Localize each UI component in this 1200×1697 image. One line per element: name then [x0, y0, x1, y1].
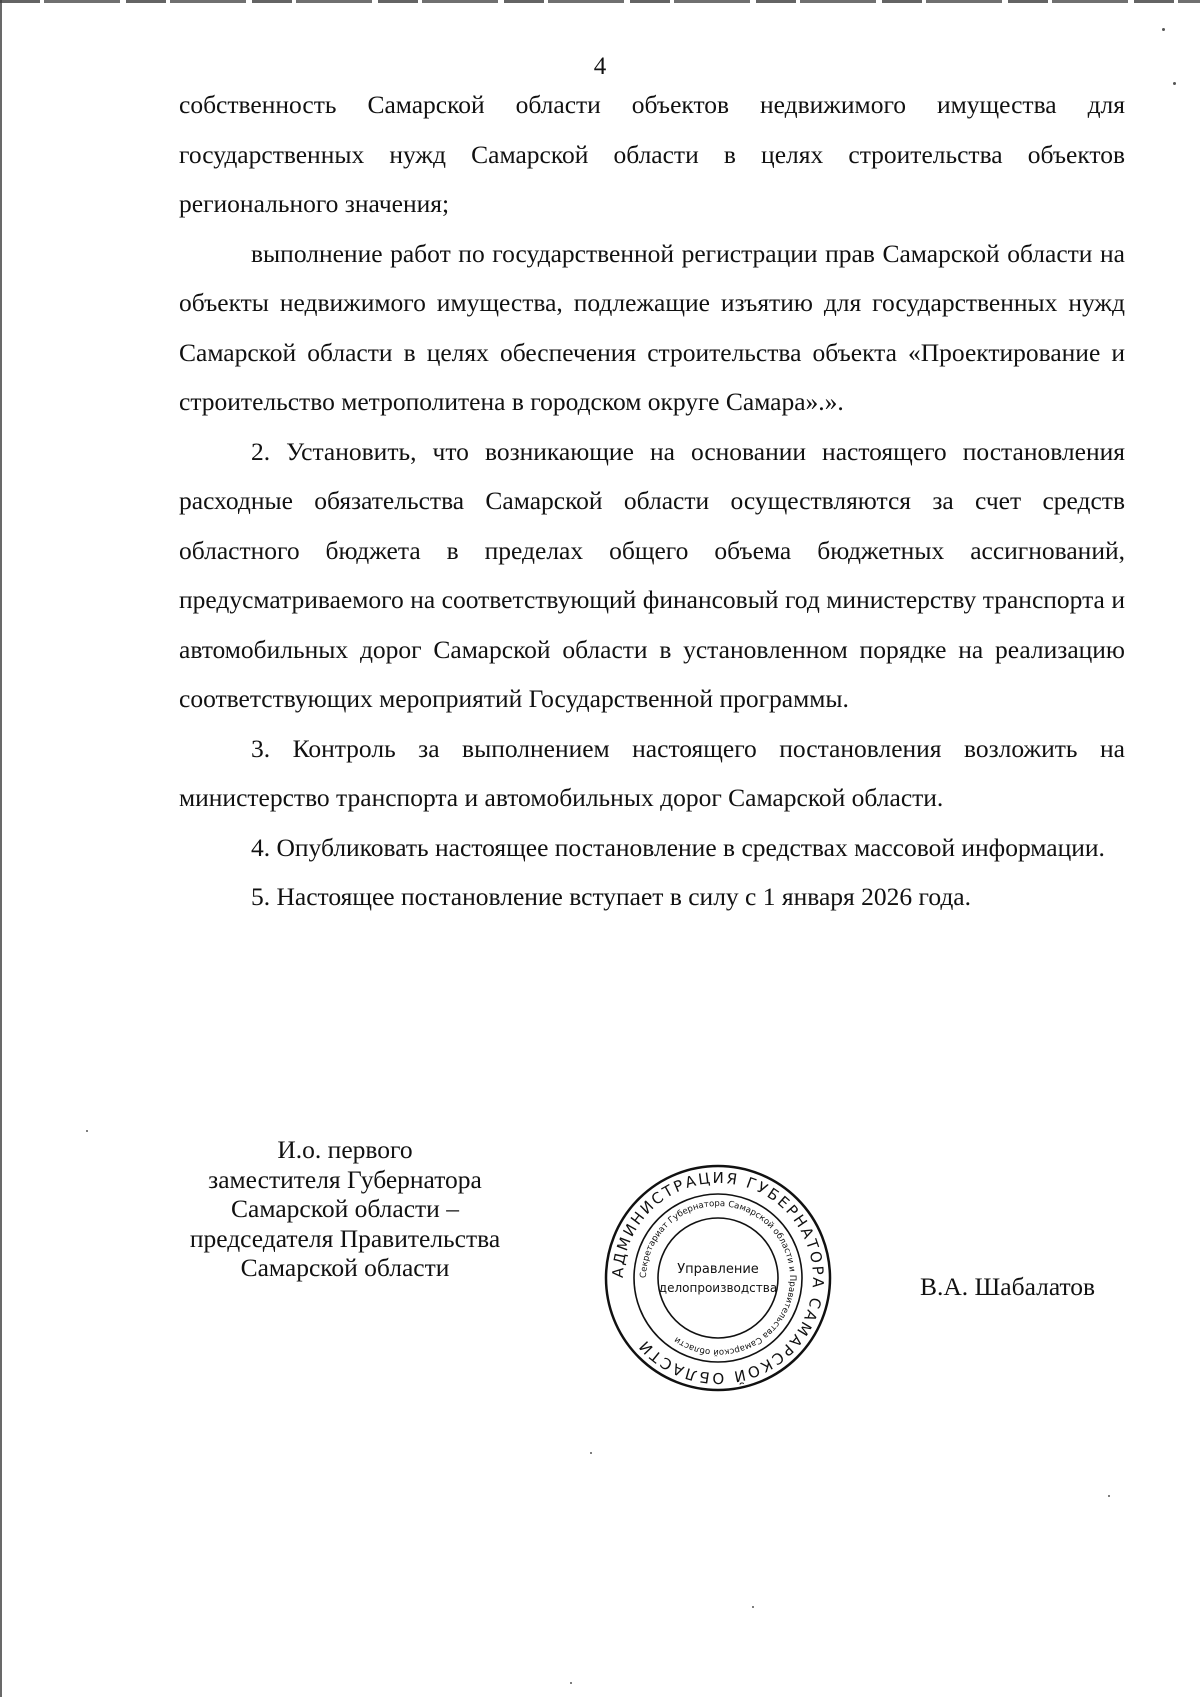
signatory-title-line: заместителя Губернатора — [208, 1164, 482, 1194]
stamp-center-line2: делопроизводства — [658, 1281, 778, 1295]
paragraph-continuation: собственность Самарской области объектов недвижимого имущества для государственных нужд Самарской области в целях строительства объектов регионального значения; — [179, 90, 1125, 218]
scan-edge-left — [0, 0, 2, 1697]
official-seal-stamp — [602, 1162, 834, 1394]
paragraph-item-3: 3. Контроль за выполнением настоящего постановления возложить на министерство транспорта и автомобильных дорог Самарской области. — [179, 733, 1125, 812]
scan-speck — [86, 1130, 88, 1132]
signatory-title — [150, 1135, 540, 1283]
signatory-title-line: Самарской области – — [231, 1194, 459, 1223]
scan-speck — [590, 1452, 592, 1454]
stamp-inner-text: Секретариат Губернатора Самарской области и Правительства Самарской области — [638, 1198, 797, 1358]
stamp-center-line1: Управление — [677, 1262, 759, 1277]
scan-edge-top — [0, 0, 1200, 3]
signatory-name: В.А. Шабалатов — [920, 1272, 1096, 1301]
stamp-outer-text: АДМИНИСТРАЦИЯ ГУБЕРНАТОРА САМАРСКОЙ ОБЛАСТИ — [608, 1168, 828, 1388]
paragraph-registration-works: выполнение работ по государственной регистрации прав Самарской области на объекты недвижимого имущества, подлежащие изъятию для государственных нужд Самарской области в целях обеспечения строительства объекта «Проектирование и строительство метрополитена в городском округе Самара».». — [179, 238, 1125, 416]
signatory-title-line: председателя Правительства — [189, 1223, 501, 1253]
scan-speck — [752, 1606, 754, 1608]
scan-speck — [1108, 1495, 1110, 1497]
scan-speck — [1162, 28, 1165, 31]
document-body — [179, 80, 1125, 922]
scan-speck — [570, 1682, 572, 1684]
page-number: 4 — [593, 53, 607, 80]
signatory-title-line: И.о. первого — [277, 1135, 413, 1164]
paragraph-item-4: 4. Опубликовать настоящее постановление в средствах массовой информации. — [251, 832, 1105, 862]
signatory-title-line: Самарской области — [240, 1253, 450, 1282]
paragraph-item-5: 5. Настоящее постановление вступает в силу с 1 января 2026 года. — [251, 882, 972, 911]
scan-speck — [1173, 82, 1176, 85]
paragraph-item-2: 2. Установить, что возникающие на основании настоящего постановления расходные обязательства Самарской области осуществляются за счет средств областного бюджета в пределах общего объема бюджетных ассигнований, предусматриваемого на соответствующий финансовый год министерству транспорта и автомобильных дорог Самарской области в установленном порядке на реализацию соответствующих мероприятий Государственной программы. — [179, 436, 1125, 713]
